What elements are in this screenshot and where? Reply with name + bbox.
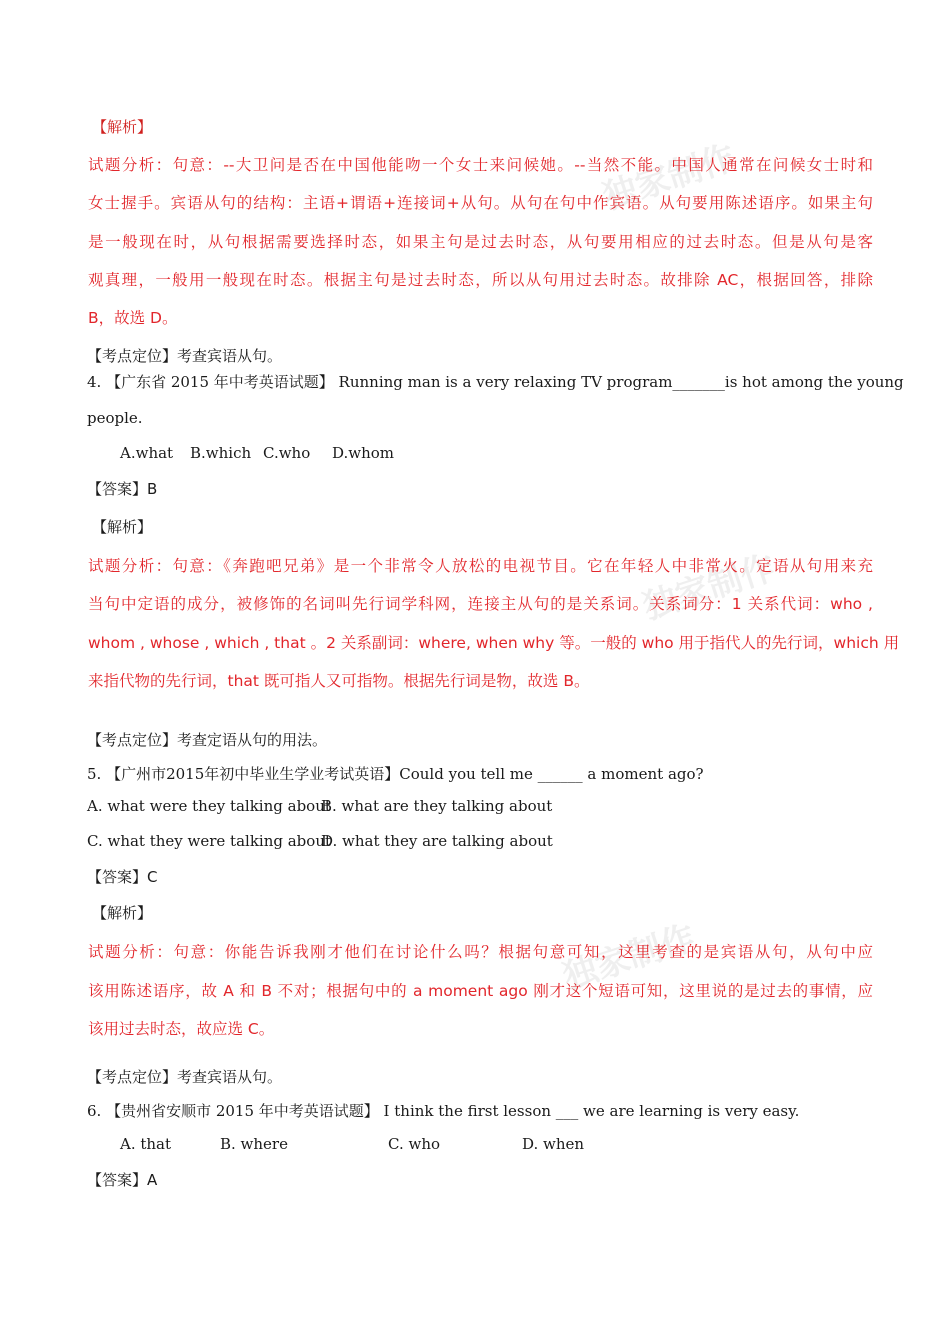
analysis-line: 该用陈述语序，故 A 和 B 不对；根据句中的 a moment ago 刚才这个短语可知，这里说的是过去的事情，应	[88, 982, 873, 1000]
focus-label: 【考点定位】考查宾语从句。	[87, 347, 283, 365]
option-b: B.which	[190, 444, 252, 462]
option-c: C.who	[263, 444, 311, 462]
watermark: 独家制作	[638, 547, 780, 628]
answer-label: 【答案】B	[87, 480, 158, 498]
analysis-line: B，故选 D。	[88, 309, 178, 327]
question-stem-cont: people.	[87, 409, 143, 427]
option-b: B. where	[220, 1135, 288, 1153]
option-d: D. when	[522, 1135, 585, 1153]
analysis-label: 【解析】	[92, 518, 153, 536]
analysis-line: 试题分析：句意：你能告诉我刚才他们在讨论什么吗？根据句意可知，这里考查的是宾语从句，从句中应	[88, 943, 873, 961]
analysis-line: 女士握手。宾语从句的结构：主语+谓语+连接词+从句。从句在句中作宾语。从句要用陈述语序。如果主句	[88, 194, 873, 212]
answer-label: 【答案】C	[87, 868, 158, 886]
analysis-line: 试题分析：句意：《奔跑吧兄弟》是一个非常令人放松的电视节目。它在年轻人中非常火。定语从句用来充	[88, 557, 873, 575]
analysis-text	[88, 940, 878, 1050]
analysis-label: 【解析】	[92, 118, 153, 136]
analysis-line: whom , whose , which , that 。2 关系副词：where, when why 等。一般的 who 用于指代人的先行词，which 用	[88, 634, 900, 652]
analysis-line: 观真理，一般用一般现在时态。根据主句是过去时态，所以从句用过去时态。故排除 AC，根据回答，排除	[88, 271, 873, 289]
watermark: 独家制作	[558, 917, 700, 998]
analysis-line: 当句中定语的成分，被修饰的名词叫先行词学科网，连接主从句的是关系词。关系词分：1 关系代词：who ,	[88, 595, 873, 613]
analysis-label: 【解析】	[92, 904, 153, 922]
analysis-line: 来指代物的先行词，that 既可指人又可指物。根据先行词是物，故选 B。	[88, 672, 590, 690]
option-a: A. that	[120, 1135, 172, 1153]
question-stem: 5. 【广州市2015年初中毕业生学业考试英语】Could you tell me ______ a moment ago?	[87, 765, 704, 783]
option-d: D. what they are talking about	[321, 832, 553, 850]
option-d: D.whom	[332, 444, 395, 462]
option-a: A. what were they talking about	[87, 797, 331, 815]
option-b: B. what are they talking about	[321, 797, 553, 815]
analysis-text	[88, 554, 900, 704]
watermark: 独家制作	[598, 137, 740, 218]
option-c: C. who	[388, 1135, 441, 1153]
question-stem: 4. 【广东省 2015 年中考英语试题】 Running man is a very relaxing TV program_______is hot among the young	[87, 373, 904, 391]
analysis-text	[88, 153, 878, 343]
option-a: A.what	[120, 444, 174, 462]
focus-label: 【考点定位】考查定语从句的用法。	[87, 731, 328, 749]
analysis-line: 该用过去时态，故应选 C。	[88, 1020, 275, 1038]
question-stem: 6. 【贵州省安顺市 2015 年中考英语试题】 I think the first lesson ___ we are learning is very easy.	[87, 1102, 800, 1120]
analysis-line: 是一般现在时，从句根据需要选择时态，如果主句是过去时态，从句要用相应的过去时态。但是从句是客	[88, 233, 873, 251]
analysis-line: 试题分析：句意：--大卫问是否在中国他能吻一个女士来问候她。--当然不能。中国人通常在问候女士时和	[88, 156, 873, 174]
answer-label: 【答案】A	[87, 1171, 158, 1189]
option-c: C. what they were talking about	[87, 832, 332, 850]
focus-label: 【考点定位】考查宾语从句。	[87, 1068, 283, 1086]
